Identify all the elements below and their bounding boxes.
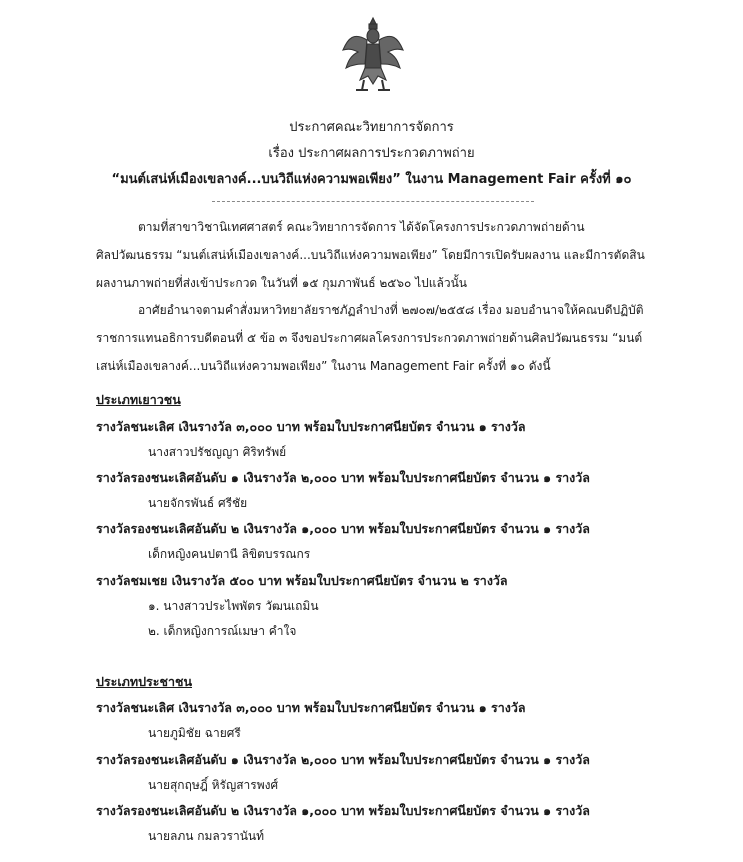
paragraph-line: ศิลปวัฒนธรรม “มนต์เสน่ห์เมืองเขลางค์...บนวิถีแห่งความพอเพียง” โดยมีการเปิดรับผลงาน และมีการตัดสิน — [96, 248, 645, 262]
award-line: รางวัลชนะเลิศ เงินรางวัล ๓,๐๐๐ บาท พร้อมใบประกาศนียบัตร จำนวน ๑ รางวัล — [96, 419, 526, 434]
award-line: รางวัลชนะเลิศ เงินรางวัล ๓,๐๐๐ บาท พร้อมใบประกาศนียบัตร จำนวน ๑ รางวัล — [96, 700, 526, 715]
award-line: รางวัลรองชนะเลิศอันดับ ๒ เงินรางวัล ๑,๐๐๐ บาท พร้อมใบประกาศนียบัตร จำนวน ๑ รางวัล — [96, 803, 590, 818]
dashed-divider — [212, 201, 534, 202]
award-line: รางวัลรองชนะเลิศอันดับ ๒ เงินรางวัล ๑,๐๐๐ บาท พร้อมใบประกาศนียบัตร จำนวน ๑ รางวัล — [96, 521, 590, 536]
winner-name: นายลภน กมลวรานันท์ — [148, 829, 265, 843]
award-line: รางวัลรองชนะเลิศอันดับ ๑ เงินรางวัล ๒,๐๐๐ บาท พร้อมใบประกาศนียบัตร จำนวน ๑ รางวัล — [96, 470, 590, 485]
winner-name: นายภูมิชัย ฉายศรี — [148, 726, 241, 740]
paragraph-line: ตามที่สาขาวิชานิเทศศาสตร์ คณะวิทยาการจัดการ ได้จัดโครงการประกวดภาพถ่ายด้าน — [138, 220, 585, 234]
winner-name: นางสาวปรัชญญา ศิริทรัพย์ — [148, 445, 287, 459]
paragraph-line: ราชการแทนอธิการบดีตอนที่ ๕ ข้อ ๓ จึงขอประกาศผลโครงการประกวดภาพถ่ายด้านศิลปวัฒนธรรม “มนต์ — [96, 331, 643, 345]
award-line: รางวัลชมเชย เงินรางวัล ๕๐๐ บาท พร้อมใบประกาศนียบัตร จำนวน ๒ รางวัล — [96, 573, 508, 588]
winner-name: นายสุกฤษฎิ์ หิรัญสารพงศ์ — [148, 778, 279, 792]
garuda-emblem-icon — [340, 14, 406, 96]
event-name: “มนต์เสน่ห์เมืองเขลางค์...บนวิถีแห่งความพอเพียง” ในงาน Management Fair ครั้งที่ ๑๐ — [111, 172, 632, 187]
paragraph-line: เสน่ห์เมืองเขลางค์...บนวิถีแห่งความพอเพียง” ในงาน Management Fair ครั้งที่ ๑๐ ดังนี้ — [96, 359, 551, 373]
section-title-public: ประเภทประชาชน — [96, 674, 193, 689]
paragraph-line: อาศัยอำนาจตามคำสั่งมหาวิทยาลัยราชภัฏลำปางที่ ๒๗๐๗/๒๕๕๘ เรื่อง มอบอำนาจให้คณบดีปฏิบัติ — [138, 303, 644, 317]
award-line: รางวัลรองชนะเลิศอันดับ ๑ เงินรางวัล ๒,๐๐๐ บาท พร้อมใบประกาศนียบัตร จำนวน ๑ รางวัล — [96, 752, 590, 767]
winner-name: ๒. เด็กหญิงการณ์เมษา คำใจ — [148, 624, 297, 638]
paragraph-line: ผลงานภาพถ่ายที่ส่งเข้าประกวด ในวันที่ ๑๕ กุมภาพันธ์ ๒๕๖๐ ไปแล้วนั้น — [96, 276, 467, 290]
section-title-youth: ประเภทเยาวชน — [96, 392, 181, 407]
winner-name: เด็กหญิงคนปตานี ลิขิตบรรณกร — [148, 547, 311, 561]
document-title: ประกาศคณะวิทยาการจัดการ — [289, 120, 454, 135]
winner-name: ๑. นางสาวประไพพัตร วัฒนเถมิน — [148, 599, 319, 613]
winner-name: นายจักรพันธ์ ศรีชัย — [148, 496, 248, 510]
document-subject: เรื่อง ประกาศผลการประกวดภาพถ่าย — [268, 146, 475, 161]
